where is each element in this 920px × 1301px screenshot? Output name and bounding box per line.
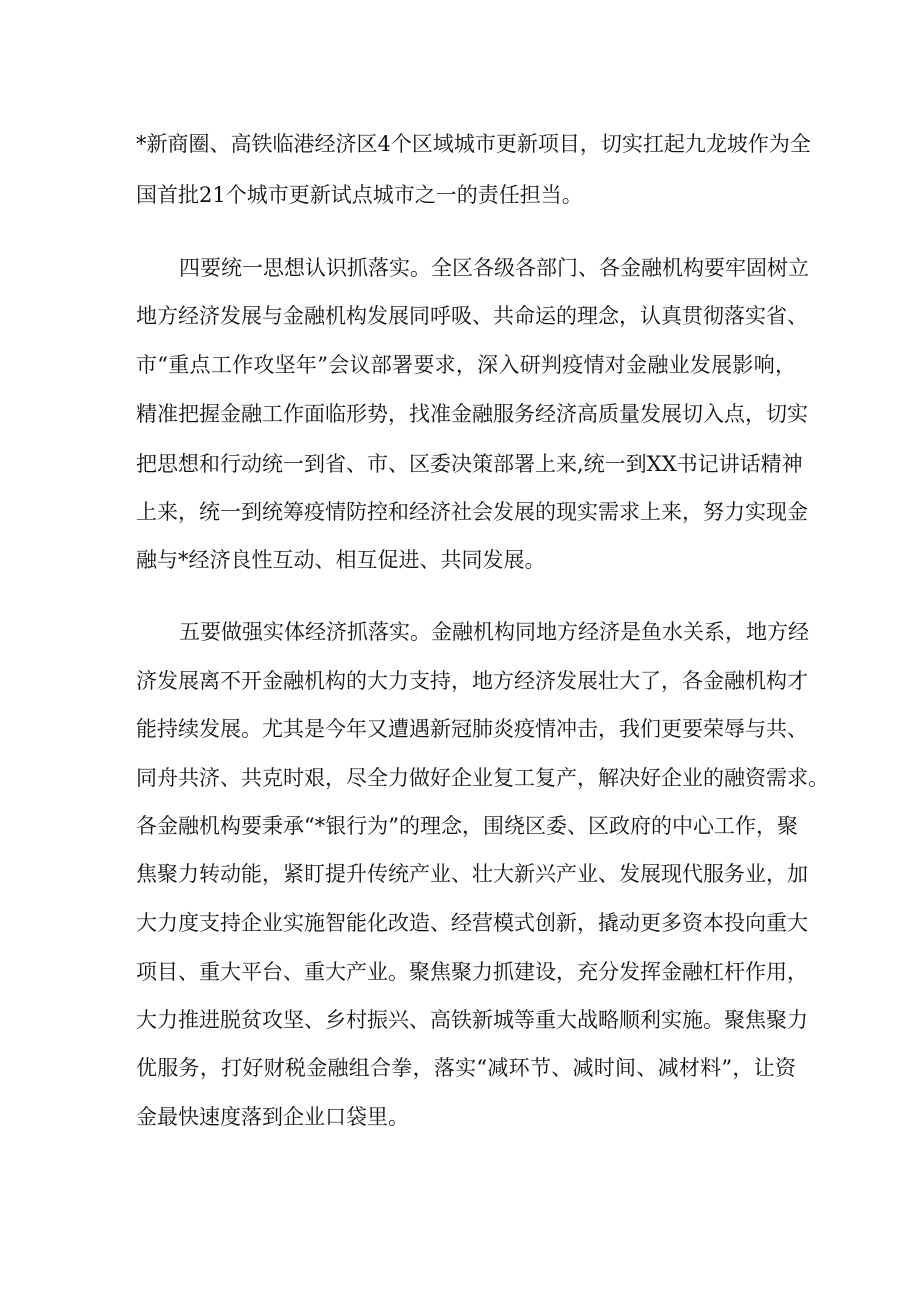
text-line: 国首批21个城市更新试点城市之一的责任担当。 [136, 183, 583, 207]
text-line: 市“重点工作攻坚年”会议部署要求，深入研判疫情对金融业发展影响， [136, 353, 796, 377]
text-line: 济发展离不开金融机构的大力支持，地方经济发展壮大了，各金融机构才 [136, 669, 808, 693]
text-line: 项目、重大平台、重大产业。聚焦聚力抓建设，充分发挥金融杠杆作用， [136, 960, 808, 984]
text-line: 精准把握金融工作面临形势，找准金融服务经济高质量发展切入点，切实 [136, 402, 808, 426]
text-line: 上来，统一到统筹疫情防控和经济社会发展的现实需求上来，努力实现金 [136, 500, 808, 524]
text-line: 融与*经济良性互动、相互促进、共同发展。 [136, 548, 546, 572]
text-line: 能持续发展。尤其是今年又遭遇新冠肺炎疫情冲击，我们更要荣辱与共、 [136, 717, 808, 741]
text-line: 各金融机构要秉承“*银行为”的理念，围绕区委、区政府的中心工作，聚 [136, 814, 798, 838]
text-line: 大力推进脱贫攻坚、乡村振兴、高铁新城等重大战略顺利实施。聚焦聚力 [136, 1008, 808, 1032]
text-line: *新商圈、高铁临港经济区4个区域城市更新项目，切实扛起九龙坡作为全 [136, 132, 811, 156]
text-line: 金最快速度落到企业口袋里。 [136, 1105, 409, 1129]
text-line: 四要统一思想认识抓落实。全区各级各部门、各金融机构要牢固树立 [179, 256, 809, 280]
text-line: 把思想和行动统一到省、市、区委决策部署上来,统一到XX书记讲话精神 [136, 452, 803, 476]
text-line: 同舟共济、共克时艰，尽全力做好企业复工复产，解决好企业的融资需求。 [136, 766, 829, 790]
text-line: 地方经济发展与金融机构发展同呼吸、共命运的理念，认真贯彻落实省、 [136, 304, 808, 328]
text-line: 大力度支持企业实施智能化改造、经营模式创新，撬动更多资本投向重大 [136, 911, 808, 935]
text-line: 优服务，打好财税金融组合拳，落实“减环节、减时间、减材料”，让资 [136, 1056, 796, 1080]
text-line: 五要做强实体经济抓落实。金融机构同地方经济是鱼水关系，地方经 [179, 620, 809, 644]
text-line: 焦聚力转动能，紧盯提升传统产业、壮大新兴产业、发展现代服务业，加 [136, 862, 808, 886]
